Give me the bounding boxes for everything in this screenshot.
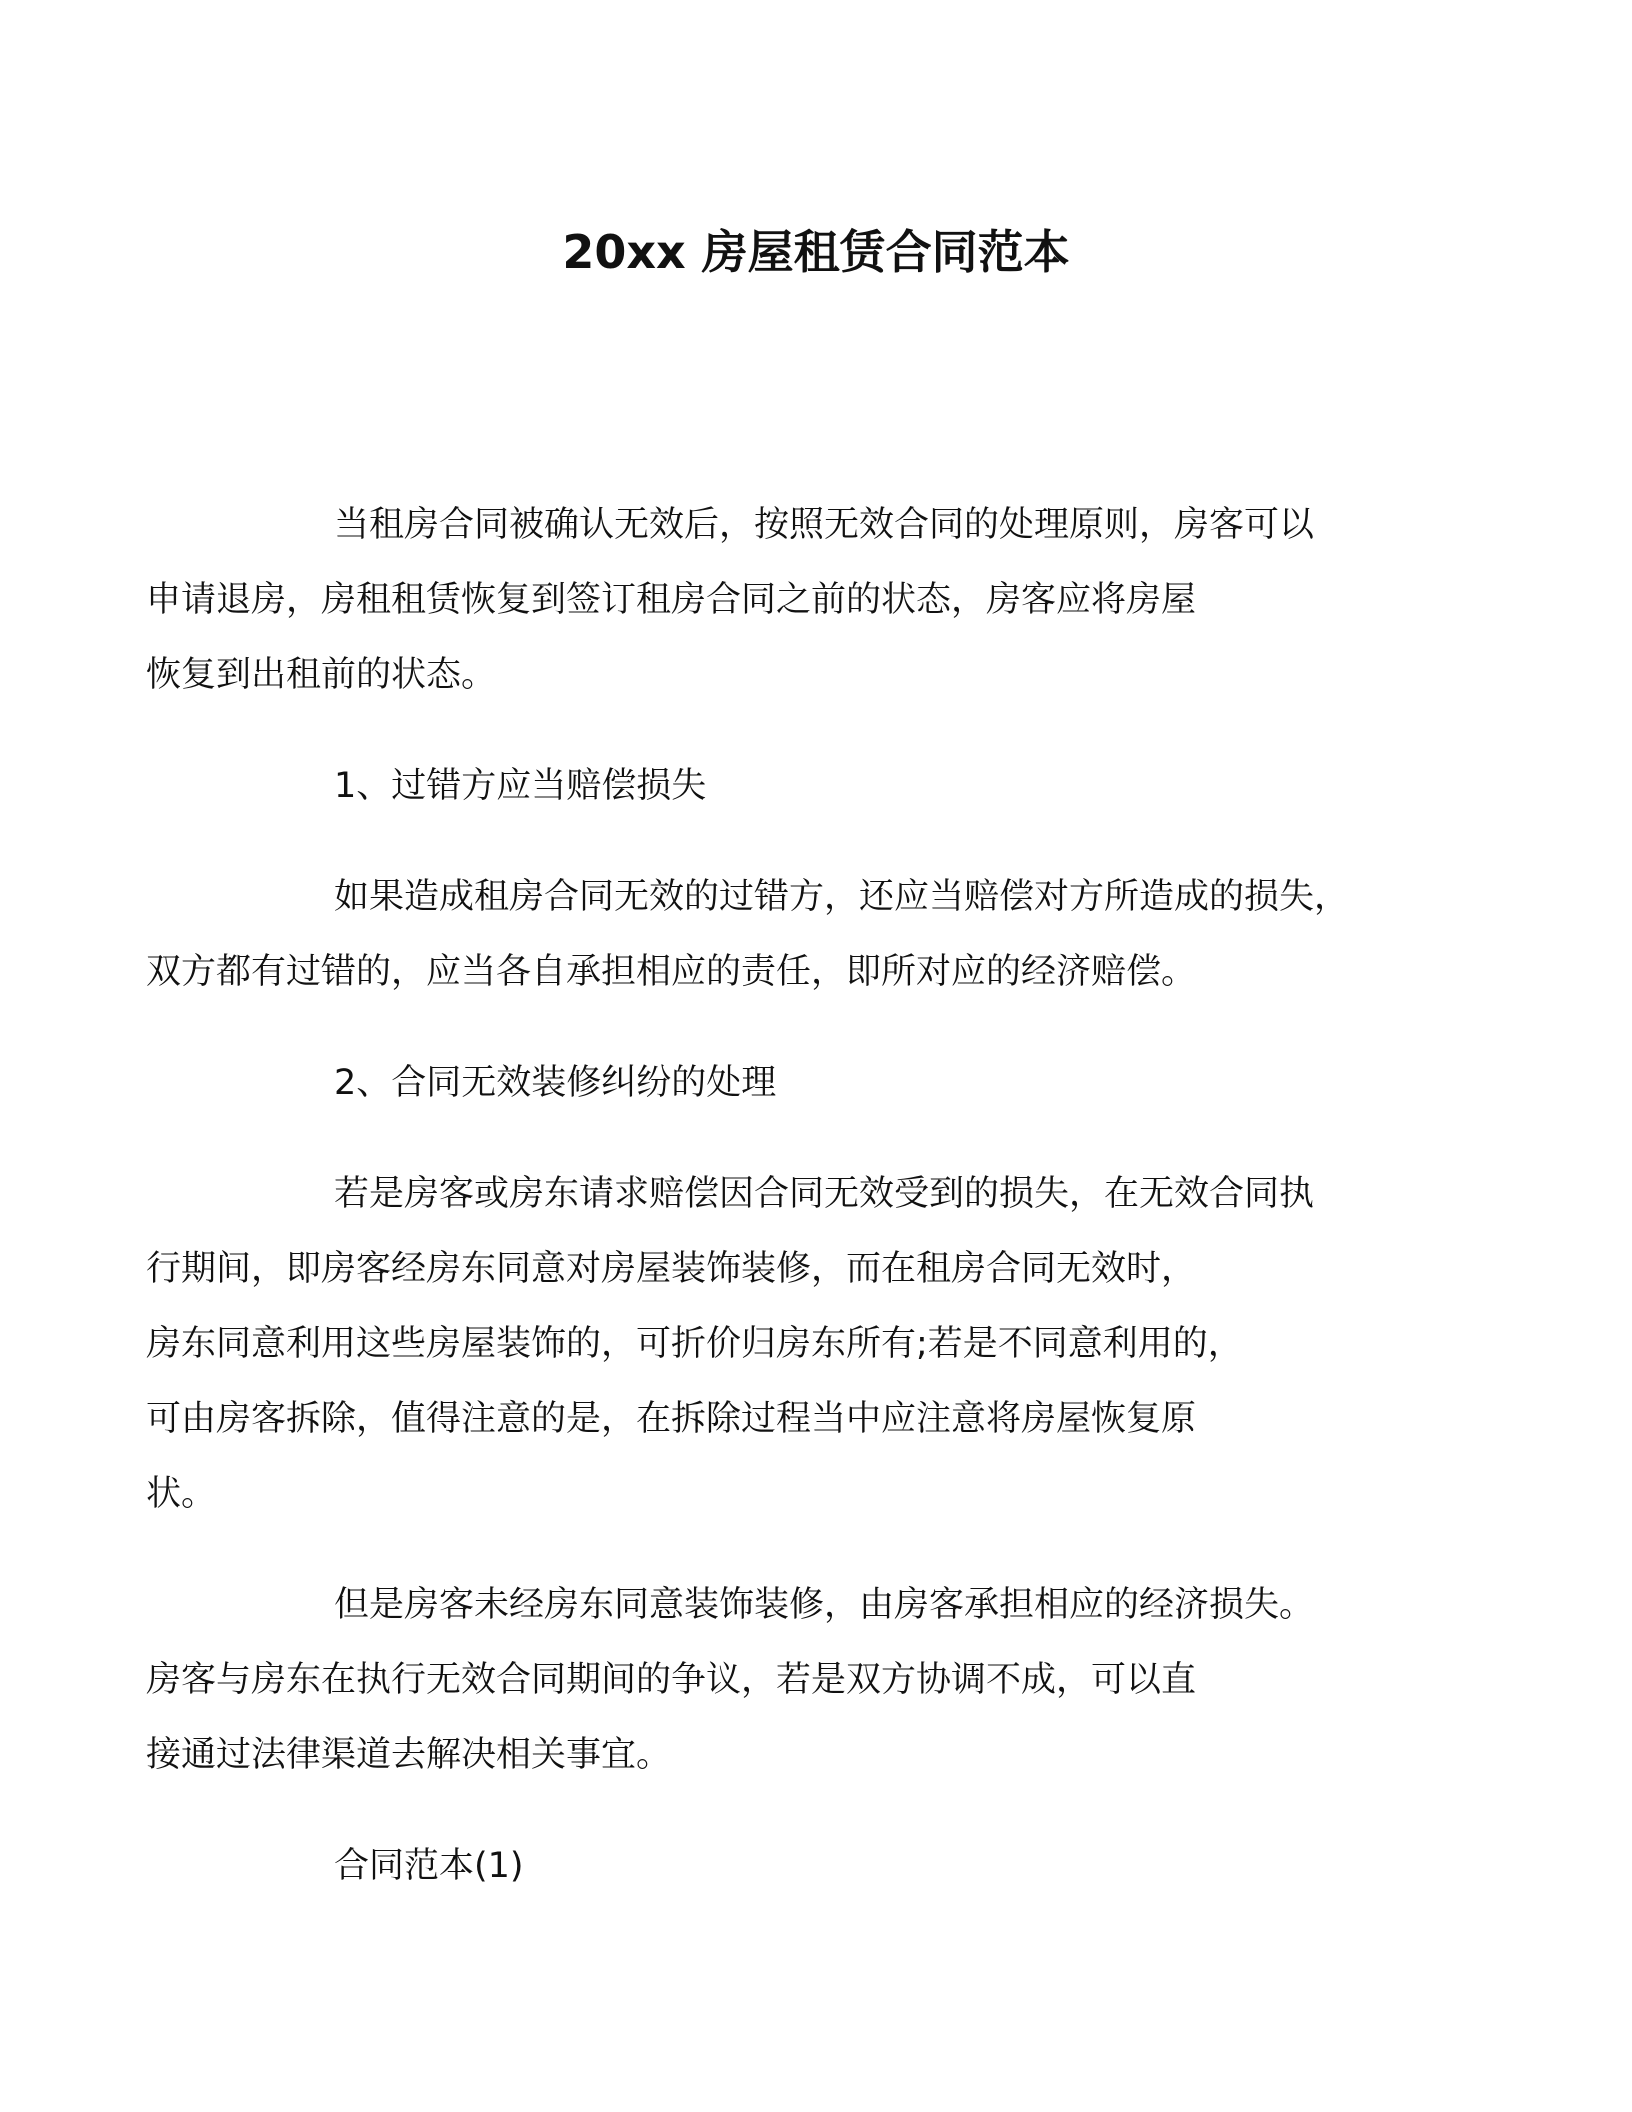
text-line: 但是房客未经房东同意装饰装修，由房客承担相应的经济损失。 bbox=[334, 1585, 1315, 1625]
text-line: 行期间，即房客经房东同意对房屋装饰装修，而在租房合同无效时， bbox=[146, 1249, 1197, 1289]
paragraph-invalid-contract bbox=[146, 488, 1410, 713]
text-line: 房东同意利用这些房屋装饰的，可折价归房东所有;若是不同意利用的， bbox=[146, 1324, 1243, 1364]
text-line: 恢复到出租前的状态。 bbox=[146, 655, 497, 695]
heading-text: 1、过错方应当赔偿损失 bbox=[334, 766, 707, 806]
paragraph-compensation bbox=[146, 860, 1410, 1010]
paragraph-unauthorized-renovation bbox=[146, 1568, 1410, 1793]
text-line: 双方都有过错的，应当各自承担相应的责任，即所对应的经济赔偿。 bbox=[146, 952, 1197, 992]
heading-text: 合同范本(1) bbox=[334, 1846, 524, 1886]
section-heading-template bbox=[240, 1829, 1410, 1904]
section-heading-2 bbox=[240, 1046, 1410, 1121]
text-line: 接通过法律渠道去解决相关事宜。 bbox=[146, 1735, 672, 1775]
text-line: 如果造成租房合同无效的过错方，还应当赔偿对方所造成的损失， bbox=[334, 877, 1350, 917]
section-heading-1 bbox=[240, 749, 1410, 824]
document-body bbox=[146, 488, 1410, 1940]
heading-text: 2、合同无效装修纠纷的处理 bbox=[334, 1063, 777, 1103]
text-line: 申请退房，房租租赁恢复到签订租房合同之前的状态，房客应将房屋 bbox=[146, 580, 1197, 620]
text-line: 当租房合同被确认无效后，按照无效合同的处理原则，房客可以 bbox=[334, 505, 1315, 545]
paragraph-renovation-dispute bbox=[146, 1157, 1410, 1532]
text-line: 可由房客拆除，值得注意的是，在拆除过程当中应注意将房屋恢复原 bbox=[146, 1399, 1197, 1439]
document-title: 20xx 房屋租赁合同范本 bbox=[562, 225, 1070, 279]
text-line: 若是房客或房东请求赔偿因合同无效受到的损失，在无效合同执 bbox=[334, 1174, 1315, 1214]
text-line: 房客与房东在执行无效合同期间的争议，若是双方协调不成，可以直 bbox=[146, 1660, 1197, 1700]
text-line: 状。 bbox=[146, 1474, 217, 1514]
